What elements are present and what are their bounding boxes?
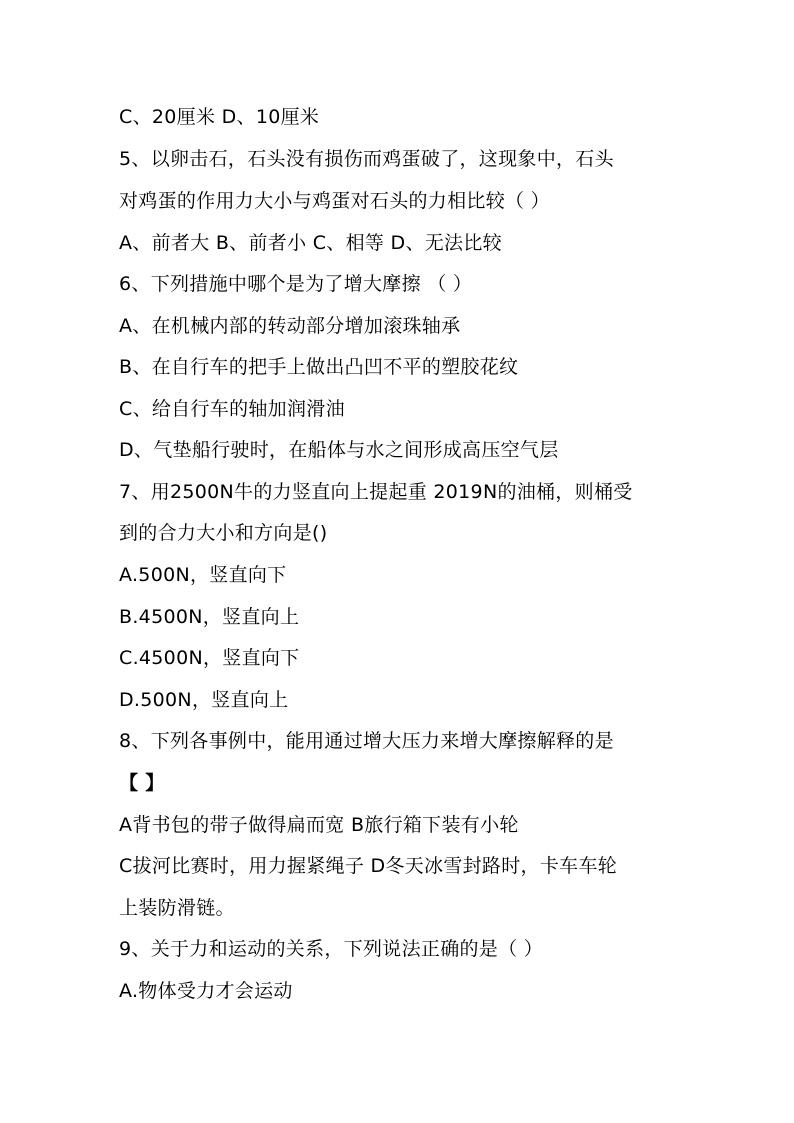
text-line-question-7: 7、用2500N牛的力竖直向上提起重 2019N的油桶，则桶受 bbox=[119, 481, 633, 503]
text-line-question-8-option-cd: C拔河比赛时，用力握紧绳子 D冬天冰雪封路时，卡车车轮 bbox=[119, 855, 618, 877]
text-line-question-6-option-b: B、在自行车的把手上做出凸凹不平的塑胶花纹 bbox=[119, 356, 519, 378]
text-line-question-7-option-d: D.500N，竖直向上 bbox=[119, 689, 289, 711]
text-line-question-9-option-a: A.物体受力才会运动 bbox=[119, 980, 293, 1002]
text-line-question-8: 8、下列各事例中，能用通过增大压力来增大摩擦解释的是 bbox=[119, 730, 614, 752]
text-line-question-7-cont: 到的合力大小和方向是() bbox=[119, 522, 328, 544]
text-line-question-6-option-a: A、在机械内部的转动部分增加滚珠轴承 bbox=[119, 315, 461, 337]
text-line-question-8-option-ab: A背书包的带子做得扁而宽 B旅行箱下装有小轮 bbox=[119, 814, 519, 836]
text-line-question-7-option-b: B.4500N，竖直向上 bbox=[119, 606, 300, 628]
text-line-question-9: 9、关于力和运动的关系，下列说法正确的是（ ） bbox=[119, 938, 544, 960]
text-line-question-5: 5、以卵击石，石头没有损伤而鸡蛋破了，这现象中，石头 bbox=[119, 148, 614, 170]
text-line-question-7-option-a: A.500N，竖直向下 bbox=[119, 564, 287, 586]
text-line-question-6-option-c: C、给自行车的轴加润滑油 bbox=[119, 398, 345, 420]
text-line-question-8-bracket: 【 】 bbox=[119, 772, 165, 794]
text-line-question-6-option-d: D、气垫船行驶时，在船体与水之间形成高压空气层 bbox=[119, 439, 559, 461]
text-line-question-7-option-c: C.4500N，竖直向下 bbox=[119, 647, 300, 669]
text-line-question-6: 6、下列措施中哪个是为了增大摩擦 （ ） bbox=[119, 273, 473, 295]
text-line-option-cd: C、20厘米 D、10厘米 bbox=[119, 106, 320, 128]
text-line-question-5-cont: 对鸡蛋的作用力大小与鸡蛋对石头的力相比较（ ） bbox=[119, 190, 550, 212]
text-line-question-5-options: A、前者大 B、前者小 C、相等 D、无法比较 bbox=[119, 232, 502, 254]
text-line-question-8-cont: 上装防滑链。 bbox=[119, 897, 235, 919]
